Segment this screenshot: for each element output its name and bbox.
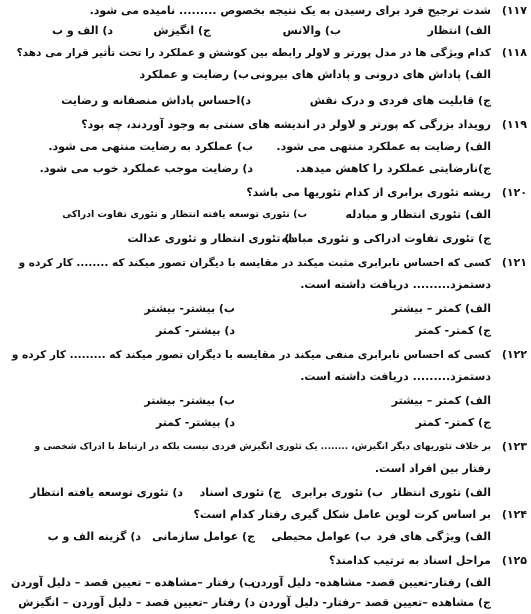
option-d[interactable]: د) الف و ب	[51, 24, 113, 37]
option-c[interactable]: ج) کمتر- کمتر	[415, 416, 491, 429]
option-c[interactable]: ج) انگیزش	[153, 24, 211, 37]
option-b[interactable]: ب) عملکرد به رضایت منتهی می شود.	[48, 140, 253, 153]
option-a[interactable]: الف) انتظار	[427, 24, 491, 37]
option-d[interactable]: د) رفتار –تعیین قصد – دلیل آوردن – انگیزش	[18, 596, 255, 609]
option-c[interactable]: ج) کمتر- کمتر	[415, 324, 491, 337]
option-b[interactable]: ب) والانس	[282, 24, 341, 37]
option-c[interactable]: ج) قابلیت های فردی و درک نقش	[309, 94, 491, 107]
option-b[interactable]: ب) تئوری توسعه یافته انتظار و تئوری تفاوت ادراکی	[62, 209, 307, 220]
question-text: رویداد بزرگی که پورتر و لاولر در اندیشه های سنتی به وجود آوردند، چه بود؟	[81, 118, 491, 131]
option-b[interactable]: ب) تئوری برابری	[291, 486, 383, 499]
question-text: بر اساس کرت لوین عامل شکل گیری رفتار کدام است؟	[193, 508, 491, 521]
question-number: ۱۲۵)	[501, 554, 527, 567]
option-d[interactable]: د) گزینه الف و ب	[47, 530, 141, 543]
option-a[interactable]: الف) ویژگی های فرد	[376, 530, 491, 543]
option-c[interactable]: ج) تئوری تفاوت ادراکی و تئوری مبادله	[281, 232, 491, 245]
question-number: ۱۱۸)	[501, 46, 527, 59]
question-text: بر خلاف تئوریهای دیگر انگیزش، ........ یک تئوری انگیزش فردی نیست بلکه در ارتباط با ادراک شخصی و	[34, 442, 491, 452]
option-c[interactable]: ج) عوامل سازمانی	[152, 530, 255, 543]
option-b[interactable]: ب) عوامل محیطی	[271, 530, 371, 543]
option-a[interactable]: الف) تئوری انتظار و مبادله	[345, 208, 491, 221]
option-d[interactable]: د) بیشتر- کمتر	[155, 324, 235, 337]
option-c[interactable]: ج) مشاهده –تعیین قصد –رفتار- دلیل آوردن	[258, 596, 491, 609]
option-a[interactable]: الف) پاداش های درونی و پاداش های بیرونی	[250, 68, 491, 81]
question-text-continued: دستمزد......... دریافت داشته است.	[300, 370, 491, 383]
option-d[interactable]: د) تئوری توسعه یافته انتظار	[30, 486, 183, 499]
option-a[interactable]: الف) تئوری انتظار	[391, 486, 491, 499]
option-a[interactable]: الف) کمتر – بیشتر	[391, 394, 491, 407]
option-a[interactable]: الف) رفتار-تعیین قصد- مشاهده- دلیل آوردن	[251, 576, 491, 589]
question-text: مراحل اسناد به ترتیب کدامند؟	[329, 554, 491, 567]
question-text: ریشه تئوری برابری از کدام تئوریها می باشد؟	[246, 186, 491, 199]
question-text: کسی که احساس نابرابری مثبت میکند در مقایسه با دیگران تصور میکند که ........ کار کرده و	[18, 257, 491, 269]
option-b[interactable]: ب) رفتار –مشاهده – تعیین قصد – دلیل آوردن	[11, 576, 255, 589]
option-d[interactable]: د)احساس پاداش منصفانه و رضایت	[61, 94, 251, 107]
option-b[interactable]: ب) بیشتر- بیشتر	[144, 394, 235, 407]
question-number: ۱۱۹)	[501, 118, 527, 131]
option-d[interactable]: د) تئوری انتظار و تئوری عدالت	[127, 232, 295, 245]
question-number: ۱۲۱)	[501, 256, 527, 269]
option-b[interactable]: ب) رضایت و عملکرد	[139, 68, 249, 81]
question-number: ۱۲۴)	[501, 508, 527, 521]
option-b[interactable]: ب) بیشتر- بیشتر	[144, 302, 235, 315]
question-number: ۱۲۰)	[501, 186, 527, 199]
question-number: ۱۱۷)	[501, 4, 527, 17]
option-d[interactable]: د) بیشتر- کمتر	[155, 416, 235, 429]
option-c[interactable]: ج) تئوری اسناد	[199, 486, 281, 499]
question-number: ۱۲۲)	[501, 348, 527, 361]
question-text-continued: دستمزد......... دریافت داشته است.	[300, 278, 491, 291]
question-text-continued: رفتار بین افراد است.	[374, 462, 491, 475]
question-text: شدت ترجیح فرد برای رسیدن به یک نتیجه بخصوص ......... نامیده می شود.	[89, 4, 491, 17]
question-text: کسی که احساس نابرابری منفی میکند در مقایسه با دیگران تصور میکند که ......... کار کرده و	[11, 349, 491, 361]
question-text: کدام ویژگی ها در مدل پورتر و لاولر رابطه بین کوشش و عملکرد را تحت تأثیر قرار می دهد؟	[16, 47, 491, 59]
question-number: ۱۲۳)	[501, 440, 527, 453]
option-a[interactable]: الف) رضایت به عملکرد منتهی می شود.	[276, 140, 491, 153]
option-a[interactable]: الف) کمتر – بیشتر	[391, 302, 491, 315]
option-c[interactable]: ج)نارضایتی عملکرد را کاهش میدهد.	[295, 162, 491, 175]
option-d[interactable]: د) رضایت موجب عملکرد خوب می شود.	[39, 162, 253, 175]
